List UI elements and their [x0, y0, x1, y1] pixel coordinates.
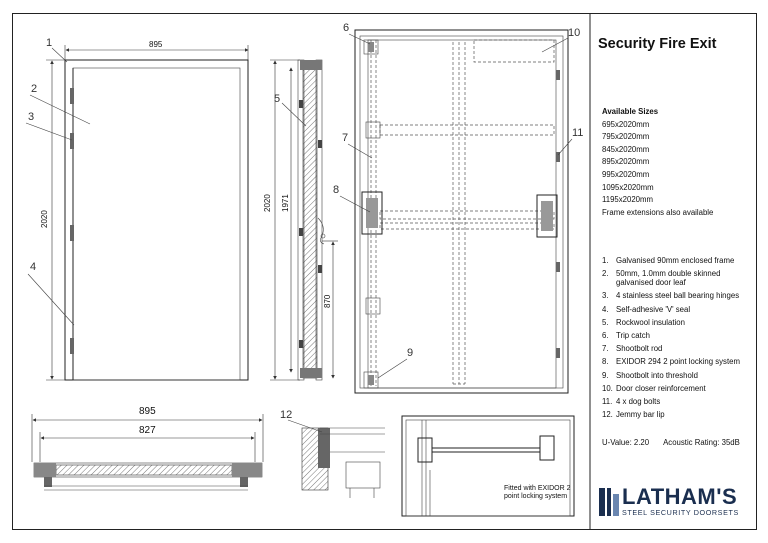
size-item: 895x2020mm	[602, 157, 650, 167]
size-item: 695x2020mm	[602, 119, 650, 129]
part-number: 9.	[602, 370, 609, 380]
callout-6: 6	[343, 22, 350, 34]
part-text: Shootbolt into threshold	[616, 370, 698, 380]
callout-8: 8	[333, 184, 340, 196]
part-number: 1.	[602, 256, 609, 265]
inset-note: Fitted with EXIDOR 2 point locking system	[504, 485, 571, 500]
part-text: Shootbolt rod	[616, 344, 663, 354]
parts-list	[602, 256, 756, 423]
list-item	[602, 371, 756, 380]
lathams-logo	[598, 484, 754, 520]
part-text: Galvanised 90mm enclosed frame	[616, 256, 735, 265]
part-number: 8.	[602, 357, 609, 367]
callout-3: 3	[28, 111, 35, 123]
logo-mark-icon	[598, 486, 620, 518]
list-item	[602, 384, 756, 393]
list-item	[602, 344, 756, 353]
part-number: 6.	[602, 330, 609, 340]
part-text: Door closer reinforcement	[616, 383, 706, 393]
part-text: Self-adhesive 'V' seal	[616, 304, 691, 314]
dog-bolt-1	[556, 70, 560, 80]
dim-side-inner-height: 1971	[281, 194, 290, 212]
list-item	[602, 410, 756, 419]
callout-5: 5	[274, 93, 281, 105]
hinge-3	[70, 225, 74, 241]
callout-9: 9	[407, 347, 414, 359]
size-item: 1195x2020mm	[602, 195, 653, 205]
part-text: Jemmy bar lip	[616, 410, 665, 420]
side-section	[263, 60, 338, 380]
page-title: Security Fire Exit	[598, 36, 717, 52]
part-text: Trip catch	[616, 330, 650, 340]
sizes-footnote: Frame extensions also available	[602, 207, 714, 217]
size-item: 795x2020mm	[602, 132, 650, 142]
dim-handle-height: 870	[323, 294, 332, 308]
part-text: 50mm, 1.0mm double skinned galvanised door leaf	[616, 269, 721, 288]
callout-2: 2	[31, 83, 38, 95]
dim-plan-overall: 895	[139, 406, 156, 417]
dog-bolt-4	[556, 348, 560, 358]
logo-wordmark: LATHAM'S	[622, 484, 738, 509]
size-item: 845x2020mm	[602, 144, 650, 154]
logo-tagline: STEEL SECURITY DOORSETS	[622, 508, 739, 517]
hinge-4	[70, 338, 74, 354]
u-value: U-Value: 2.20	[602, 438, 650, 447]
dim-plan-inner: 827	[139, 425, 156, 436]
available-sizes	[602, 106, 713, 219]
part-text: 4 x dog bolts	[616, 396, 661, 406]
list-item	[602, 291, 756, 300]
callout-11: 11	[572, 127, 584, 139]
jemmy-lip-detail	[280, 409, 385, 498]
part-text: Rockwool insulation	[616, 317, 685, 327]
list-item	[602, 305, 756, 314]
part-number: 7.	[602, 344, 609, 354]
part-text: 4 stainless steel ball bearing hinges	[616, 291, 740, 301]
hinge-2	[70, 133, 74, 149]
part-number: 5.	[602, 317, 609, 327]
ratings	[602, 438, 740, 447]
dog-bolt-3	[556, 262, 560, 272]
size-item: 1095x2020mm	[602, 182, 654, 192]
list-item	[602, 269, 756, 287]
front-elevation	[26, 37, 248, 380]
part-number: 12.	[602, 410, 613, 420]
callout-4: 4	[30, 261, 37, 273]
info-panel	[590, 14, 756, 528]
size-item: 995x2020mm	[602, 169, 650, 179]
rear-elevation	[333, 22, 583, 393]
list-item	[602, 256, 756, 265]
part-number: 3.	[602, 291, 609, 301]
callout-1: 1	[46, 37, 53, 49]
callout-12: 12	[280, 409, 293, 421]
part-number: 2.	[602, 269, 609, 279]
list-item	[602, 357, 756, 366]
list-item	[602, 397, 756, 406]
dim-side-height: 2020	[263, 194, 272, 212]
dim-front-height: 2020	[40, 210, 49, 228]
callout-7: 7	[342, 132, 349, 144]
dim-front-width: 895	[149, 40, 163, 49]
part-number: 11.	[602, 396, 613, 406]
callout-10: 10	[568, 27, 581, 39]
inset-door-view	[402, 416, 574, 516]
list-item	[602, 318, 756, 327]
part-number: 4.	[602, 304, 609, 314]
list-item	[602, 331, 756, 340]
sizes-heading: Available Sizes	[602, 107, 659, 116]
part-text: EXIDOR 294 2 point locking system	[616, 357, 740, 367]
hinge-1	[70, 88, 74, 104]
part-number: 10.	[602, 383, 613, 393]
acoustic-rating: Acoustic Rating: 35dB	[663, 438, 740, 447]
plan-section	[32, 406, 263, 490]
